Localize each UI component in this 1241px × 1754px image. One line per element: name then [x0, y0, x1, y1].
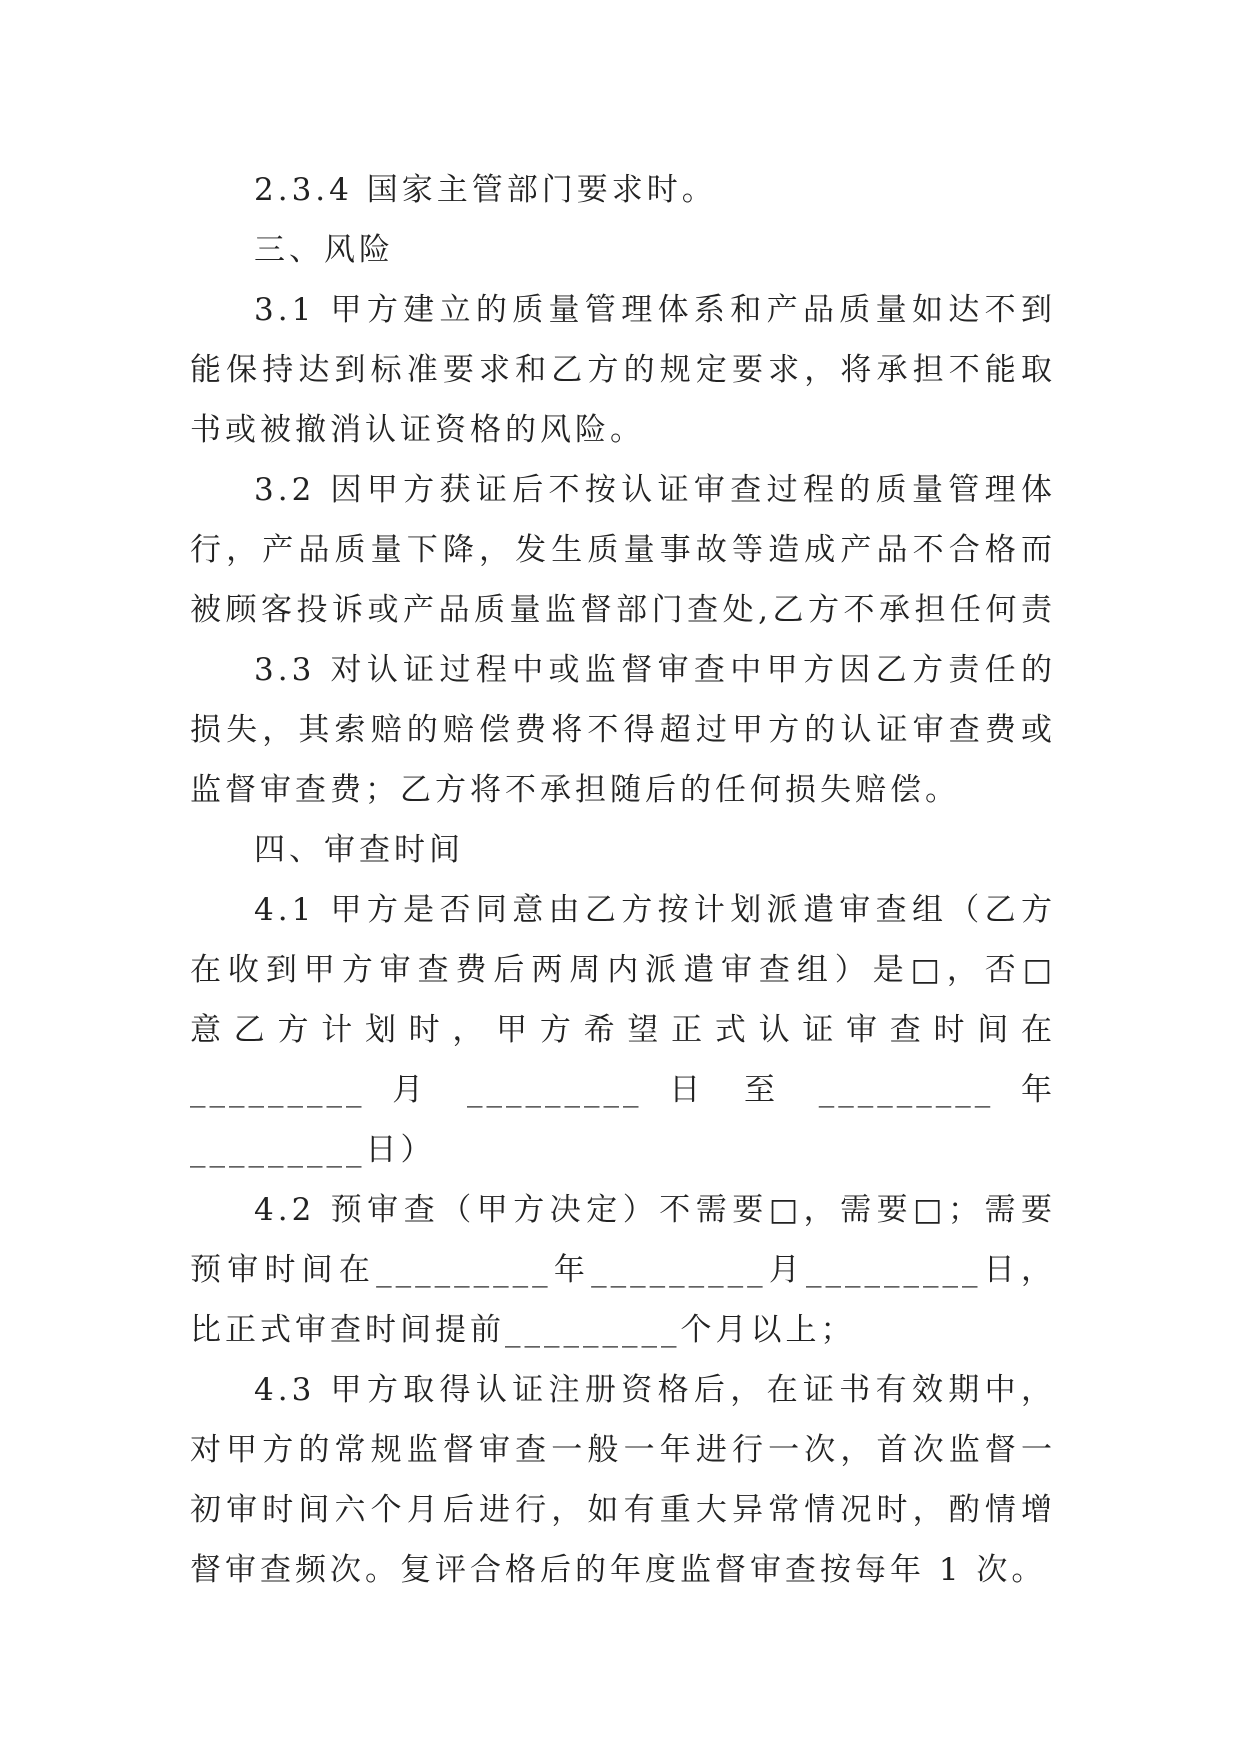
text-line: 损失，其索赔的赔偿费将不得超过甲方的认证审查费或: [190, 712, 1056, 748]
text-line: 3.2 因甲方获证后不按认证审查过程的质量管理体: [254, 472, 1056, 508]
document-body: [190, 160, 1056, 1600]
text-line: 监督审查费；乙方将不承担随后的任何损失赔偿。: [190, 772, 960, 808]
text-line: 4.3 甲方取得认证注册资格后，在证书有效期中，: [254, 1372, 1056, 1408]
text-line: 督审查频次。复评合格后的年度监督审查按每年 1 次。: [190, 1552, 1047, 1588]
text-line: 意乙方计划时，甲方希望正式认证审查时间在: [190, 1012, 1056, 1048]
text-line: 4.1 甲方是否同意由乙方按计划派遣审查组（乙方: [254, 892, 1056, 928]
text-line: 比正式审查时间提前_________个月以上；: [190, 1312, 856, 1348]
text-line: _________ 月 _________ 日 至 _________ 年: [190, 1072, 1056, 1108]
text-line: 行，产品质量下降，发生质量事故等造成产品不合格而: [190, 532, 1056, 568]
text-line: 被顾客投诉或产品质量监督部门查处,乙方不承担任何责: [190, 592, 1056, 628]
text-line: 3.1 甲方建立的质量管理体系和产品质量如达不到: [254, 292, 1056, 328]
text-line: 对甲方的常规监督审查一般一年进行一次，首次监督一: [190, 1432, 1056, 1468]
text-line: _________日）: [190, 1132, 436, 1168]
text-line: 在收到甲方审查费后两周内派遣审查组）是□，否□: [190, 952, 1056, 988]
text-line: 预审时间在_________年_________月_________日，: [190, 1252, 1056, 1288]
section-heading: 四、审查时间: [254, 832, 464, 868]
text-line: 3.3 对认证过程中或监督审查中甲方因乙方责任的: [254, 652, 1056, 688]
text-line: 4.2 预审查（甲方决定）不需要□，需要□；需要: [254, 1192, 1056, 1228]
section-heading: 三、风险: [254, 232, 394, 268]
text-line: 初审时间六个月后进行，如有重大异常情况时，酌情增: [190, 1492, 1056, 1528]
text-line: 2.3.4 国家主管部门要求时。: [254, 172, 717, 208]
text-line: 能保持达到标准要求和乙方的规定要求，将承担不能取: [190, 352, 1056, 388]
text-line: 书或被撤消认证资格的风险。: [190, 412, 645, 448]
